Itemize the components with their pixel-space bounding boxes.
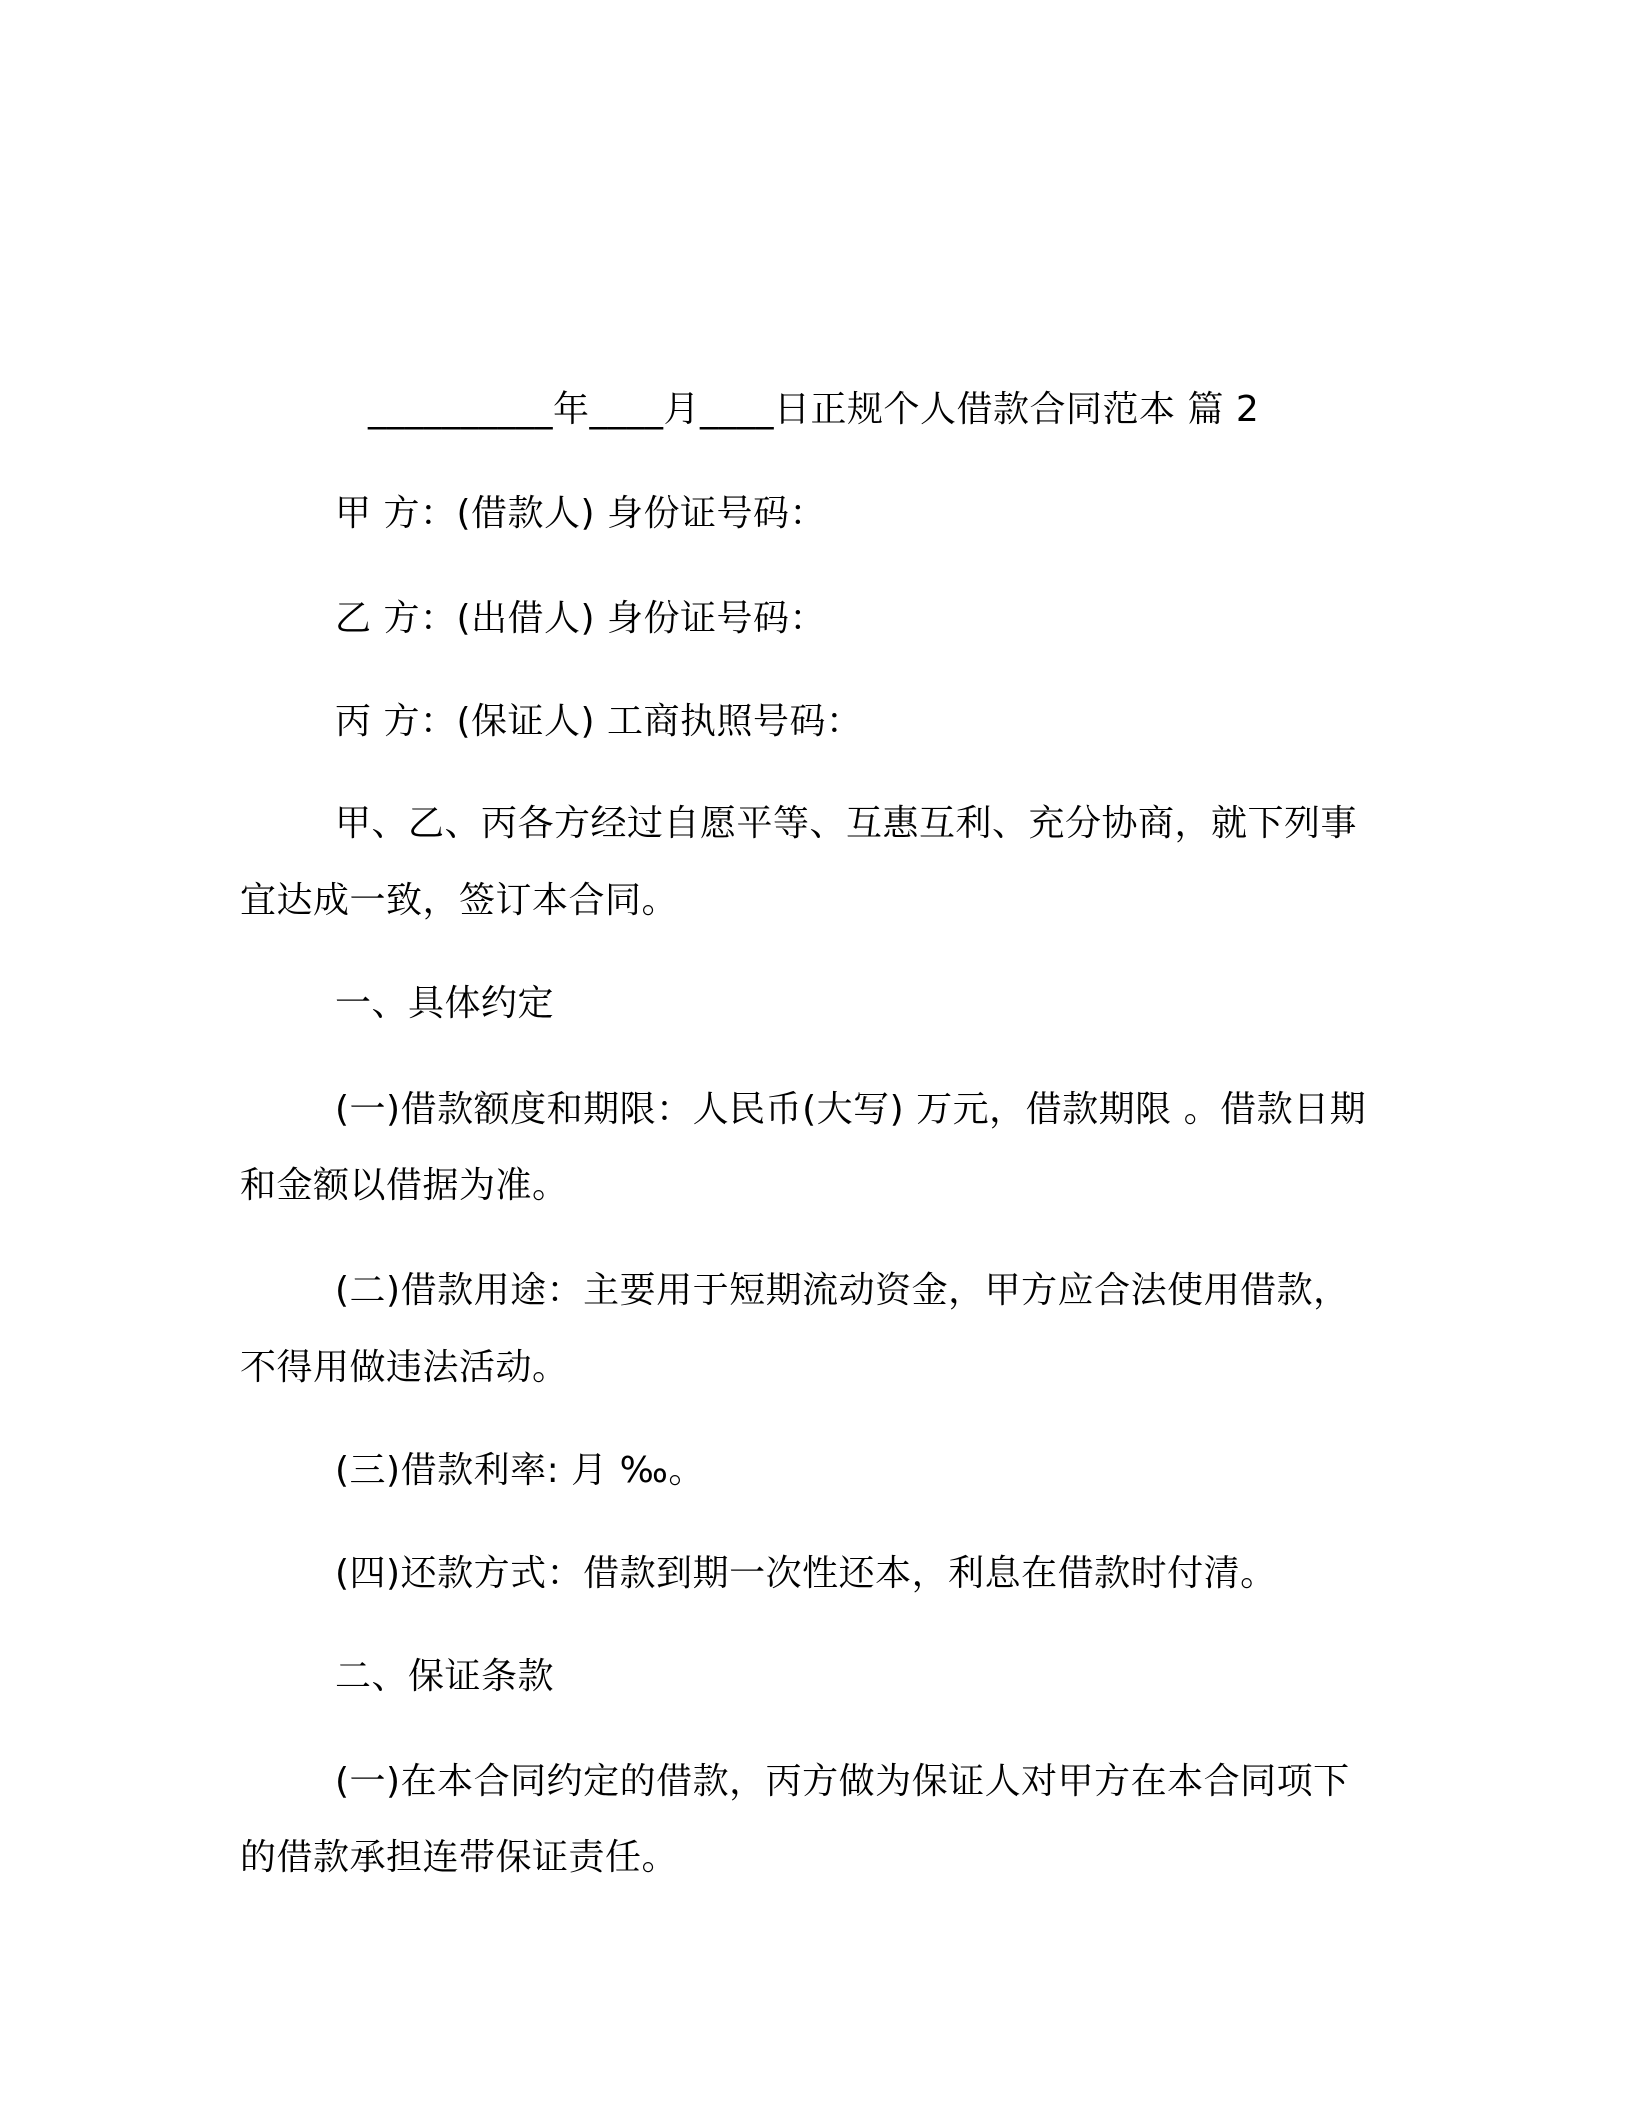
clause-2-1-line-2: 的借款承担连带保证责任。 <box>240 1837 679 1878</box>
section-2-heading: 二、保证条款 <box>335 1656 555 1697</box>
party-c-line: 丙 方：(保证人) 工商执照号码： <box>335 701 863 742</box>
clause-1-3: (三)借款利率: 月 ‰。 <box>335 1450 705 1491</box>
party-a-line: 甲 方：(借款人) 身份证号码： <box>335 493 826 534</box>
preamble-line-2: 宜达成一致，签订本合同。 <box>240 880 679 921</box>
clause-1-2-line-1: (二)借款用途：主要用于短期流动资金，甲方应合法使用借款， <box>335 1270 1350 1311</box>
clause-2-1-line-1: (一)在本合同约定的借款，丙方做为保证人对甲方在本合同项下 <box>335 1761 1350 1802</box>
document-title: __________年____月____日正规个人借款合同范本 篇 2 <box>368 389 1260 430</box>
section-1-heading: 一、具体约定 <box>335 983 555 1024</box>
clause-1-1-line-1: (一)借款额度和期限：人民币(大写) 万元，借款期限 。借款日期 <box>335 1089 1367 1130</box>
clause-1-4: (四)还款方式：借款到期一次性还本，利息在借款时付清。 <box>335 1553 1277 1594</box>
preamble-line-1: 甲、乙、丙各方经过自愿平等、互惠互利、充分协商，就下列事 <box>335 803 1358 844</box>
clause-1-1-line-2: 和金额以借据为准。 <box>240 1165 569 1206</box>
party-b-line: 乙 方：(出借人) 身份证号码： <box>335 598 826 639</box>
clause-1-2-line-2: 不得用做违法活动。 <box>240 1347 569 1388</box>
